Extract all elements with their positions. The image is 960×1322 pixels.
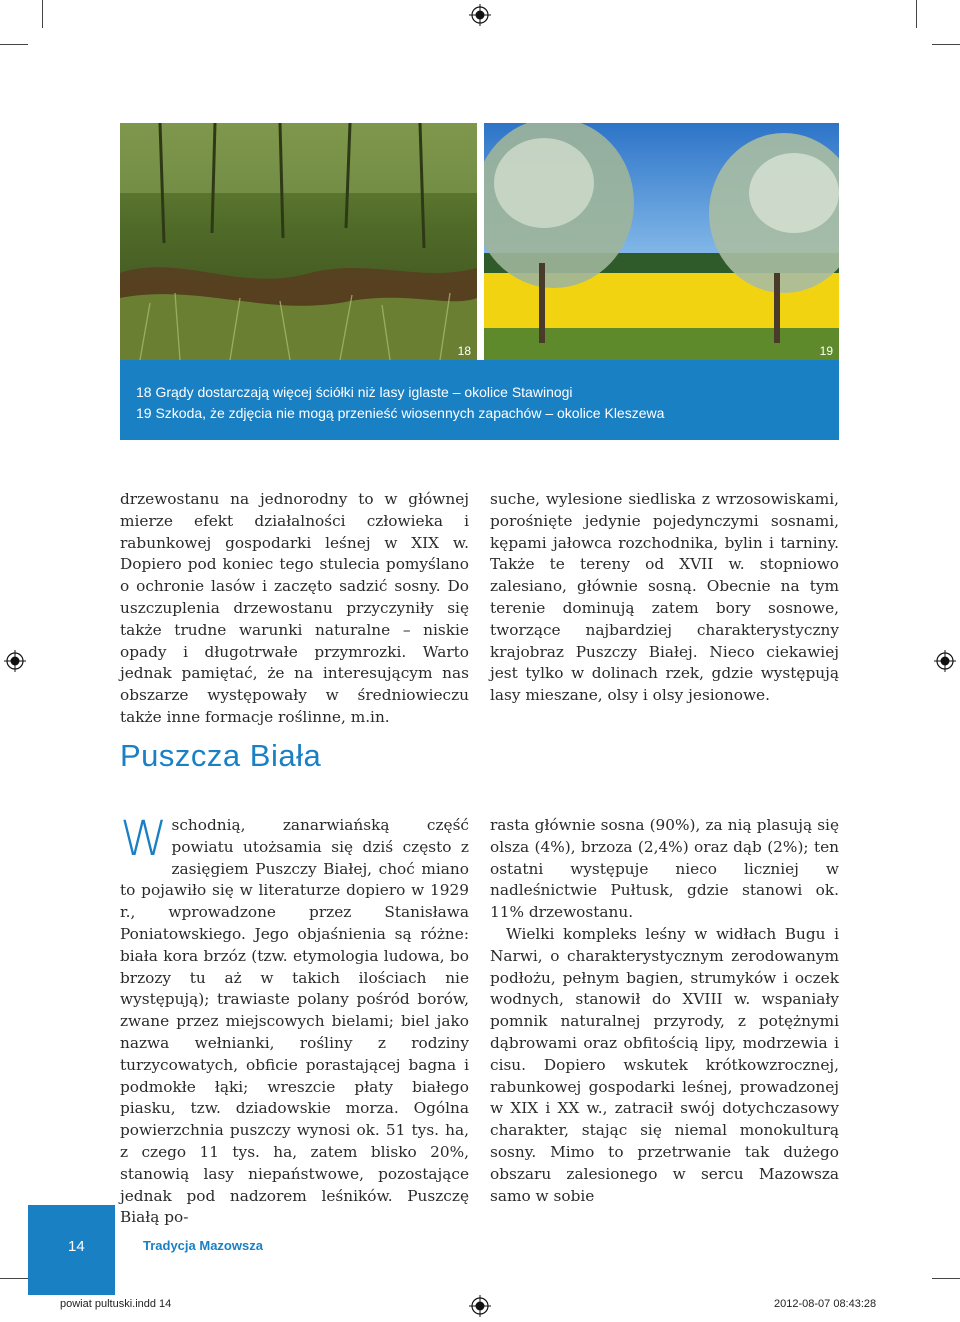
paragraph: Wielki kompleks leśny w widłach Bugu i Narwi, o charakterystycznym zerodowanym podłożu, pełnym bagien, strumyków i oczek wodnych, stanowił do XVIII w. wspaniały pomnik naturalnej przyrody, z potężnymi dąbrowami oraz obfitością lipy, modrzewia i cisu. Dopiero wskutek krótkowzrocznej, rabunkowej gospodarki leśnej, prowadzonej w XIX i XX w., zatracił swój dotychczasowy charakter, stając się niemal monokulturą sosny. Mimo to przetrwanie tak dużego obszaru zalesionego w sercu Mazowsza samo w sobie <box>490 924 839 1205</box>
caption-18: 18 Grądy dostarczają więcej ściółki niż lasy iglaste – okolice Stawinogi <box>136 384 573 400</box>
registration-mark-icon <box>469 1295 491 1317</box>
crop-mark <box>0 1278 28 1279</box>
paragraph: suche, wylesione siedliska z wrzosowiskami, porośnięte jedynie pojedynczymi sosnami, kępami jałowca rozchodnika, bylin i tarniny. Także te tereny od XVII w. stopniowo zalesiano, głównie sosną. Obecnie na tym terenie dominują zatem bory sosnowe, tworzące najbardziej charakterystyczny krajobraz Puszczy Białej. Nieco ciekawiej jest tylko w dolinach rzek, gdzie występują lasy mieszane, olsy i olsy jesionowe. <box>490 490 839 705</box>
slug-timestamp: 2012-08-07 08:43:28 <box>774 1298 877 1310</box>
crop-mark <box>42 0 43 28</box>
crop-mark <box>916 0 917 28</box>
slug-filename: powiat pultuski.indd 14 <box>60 1298 172 1310</box>
crop-mark <box>932 1278 960 1279</box>
photo-number: 18 <box>457 344 471 358</box>
dropcap: W <box>120 811 168 867</box>
photo-forest-stream <box>120 123 477 360</box>
page-number-tab <box>28 1205 115 1295</box>
crop-mark <box>932 44 960 45</box>
crop-mark <box>0 44 28 45</box>
upper-left-column <box>120 489 469 729</box>
upper-right-column <box>490 489 839 707</box>
running-footer-title: Tradycja Mazowsza <box>143 1238 263 1253</box>
lower-right-column <box>490 815 839 1207</box>
paragraph-text: schodnią, zanarwiańską część powiatu utożsamia się dziś często z zasięgiem Puszczy Białej, choć miano to pojawiło się w literaturze dopiero w 1929 r., wprowadzone przez Stanisława Poniatowskiego. Jego objaśnienia są różne: biała kora brzóz (tzw. etymologia ludowa, bo brzozy tu aż w takich ilościach nie występują); trawiaste polany pośród borów, zwane przez miejscowych bielami; biel jako nazwa wełnianki, rośliny z rodziny turzycowatych, obficie porastającej bagna i podmokłe łąki; wreszcie płaty białego piasku, tzw. dziadowskie morza. Ogólna powierzchnia puszczy wynosi ok. 51 tys. ha, z czego 11 tys. ha, zatem blisko 20%, stanowią lasy niepaństwowe, pozostające jednak pod nadzorem leśników. Puszczę Białą po- <box>120 816 469 1227</box>
registration-mark-icon <box>4 650 26 672</box>
paragraph: rasta głównie sosna (90%), za nią plasują się olsza (4%), brzoza (2,4%) oraz dąb (2%); ten ostatni występuje nieco liczniej w nadleśnictwie Pułtusk, gdzie stanowi ok. 11% drzewostanu. <box>490 816 839 922</box>
registration-mark-icon <box>934 650 956 672</box>
caption-19: 19 Szkoda, że zdjęcia nie mogą przenieść wiosennych zapachów – okolice Kleszewa <box>136 405 665 421</box>
page-number: 14 <box>68 1238 85 1255</box>
paragraph-dropcap <box>120 811 469 1229</box>
photo-number: 19 <box>819 344 833 358</box>
registration-mark-icon <box>469 4 491 26</box>
paragraph: drzewostanu na jednorodny to w głównej mierze efekt działalności człowieka i rabunkowej gospodarki leśnej w XIX w. Dopiero pod koniec tego stulecia pomyślano o ochronie lasów i zaczęto sadzić sosny. Do uszczuplenia drzewostanu przyczyniły się także trudne warunki naturalne – niskie opady i długotrwałe przymrozki. Warto jednak pamiętać, że na interesującym nas obszarze występowały w średniowieczu także inne formacje roślinne, m.in. <box>120 490 469 726</box>
photo-captions <box>120 360 839 440</box>
lower-left-column <box>120 811 469 1229</box>
section-title: Puszcza Biała <box>120 738 322 773</box>
photo-rapeseed-field <box>484 123 839 360</box>
